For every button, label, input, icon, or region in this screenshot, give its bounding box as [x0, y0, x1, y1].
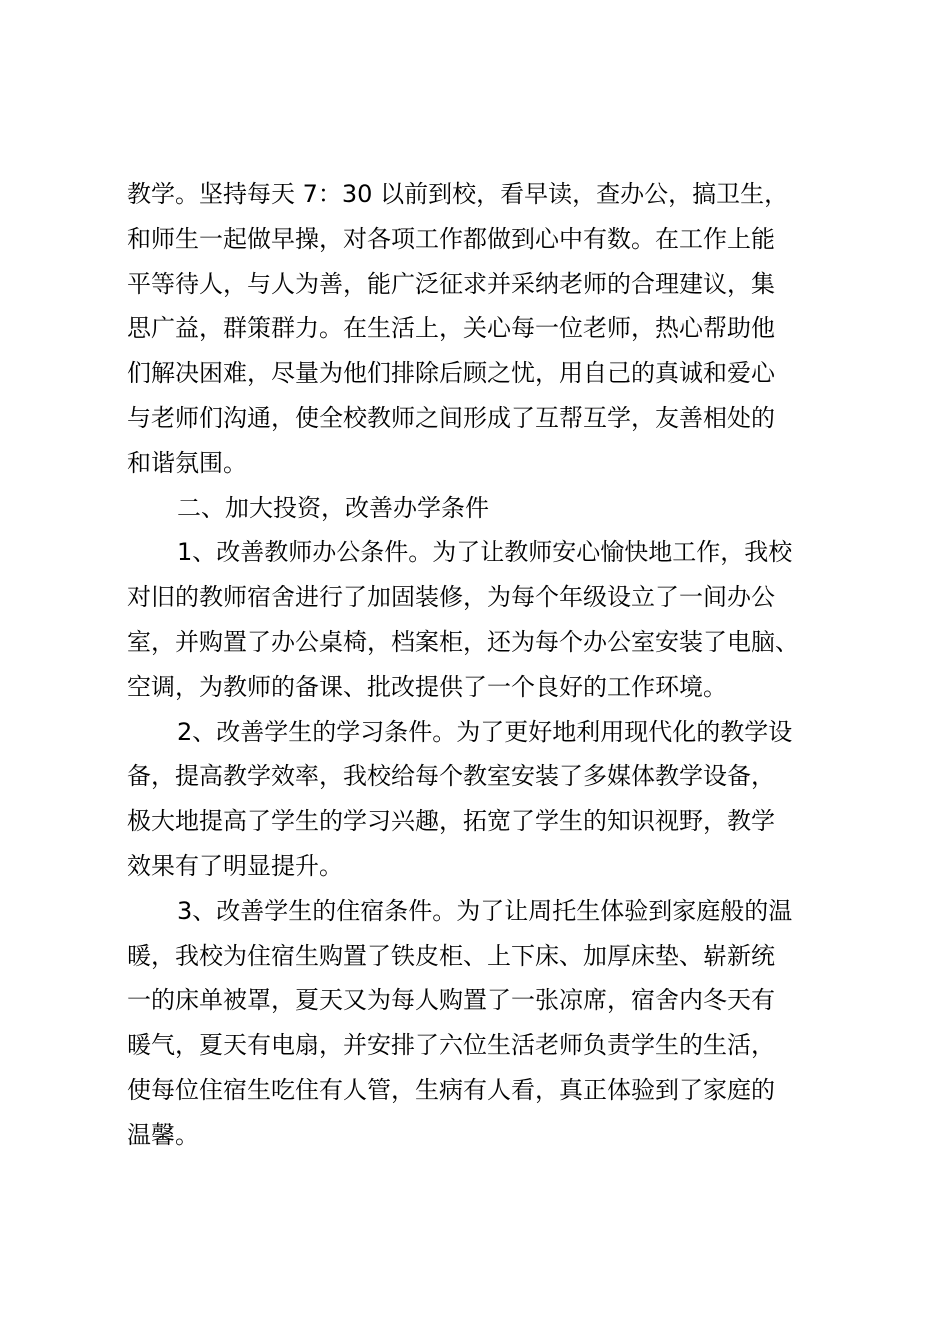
text-line: 们解决困难，尽量为他们排除后顾之忧，用自己的真诚和爱心: [127, 359, 775, 388]
text-line: 温馨。: [127, 1120, 199, 1149]
text-line: 与老师们沟通，使全校教师之间形成了互帮互学，友善相处的: [127, 403, 775, 432]
text-line: 暖，我校为住宿生购置了铁皮柜、上下床、加厚床垫、崭新统: [127, 941, 775, 970]
text-line: 教学。坚持每天 7：30 以前到校，看早读，查办公，搞卫生，: [127, 180, 789, 208]
text-line: 3、改善学生的住宿条件。为了让周托生体验到家庭般的温: [177, 896, 793, 925]
text-line: 空调，为教师的备课、批改提供了一个良好的工作环境。: [127, 672, 727, 701]
text-line: 思广益，群策群力。在生活上，关心每一位老师，热心帮助他: [127, 314, 775, 343]
text-line: 和谐氛围。: [127, 448, 247, 477]
text-line: 一的床单被罩，夏天又为每人购置了一张凉席，宿舍内冬天有: [127, 986, 775, 1015]
text-line: 暖气，夏天有电扇，并安排了六位生活老师负责学生的生活，: [127, 1031, 775, 1060]
section-heading: 二、加大投资，改善办学条件: [177, 493, 489, 522]
text-line: 平等待人，与人为善，能广泛征求并采纳老师的合理建议，集: [127, 269, 775, 298]
text-line: 效果有了明显提升。: [127, 851, 343, 880]
body-text: [127, 172, 839, 1158]
text-line: 使每位住宿生吃住有人管，生病有人看，真正体验到了家庭的: [127, 1075, 775, 1104]
text-line: 2、改善学生的学习条件。为了更好地利用现代化的教学设: [177, 717, 793, 746]
text-line: 1、改善教师办公条件。为了让教师安心愉快地工作，我校: [177, 538, 793, 567]
text-line: 室，并购置了办公桌椅，档案柜，还为每个办公室安装了电脑、: [127, 627, 799, 656]
text-line: 和师生一起做早操，对各项工作都做到心中有数。在工作上能: [127, 224, 775, 253]
text-line: 备，提高教学效率，我校给每个教室安装了多媒体教学设备，: [127, 762, 775, 791]
text-line: 极大地提高了学生的学习兴趣，拓宽了学生的知识视野，教学: [127, 807, 775, 836]
text-line: 对旧的教师宿舍进行了加固装修，为每个年级设立了一间办公: [127, 583, 775, 612]
